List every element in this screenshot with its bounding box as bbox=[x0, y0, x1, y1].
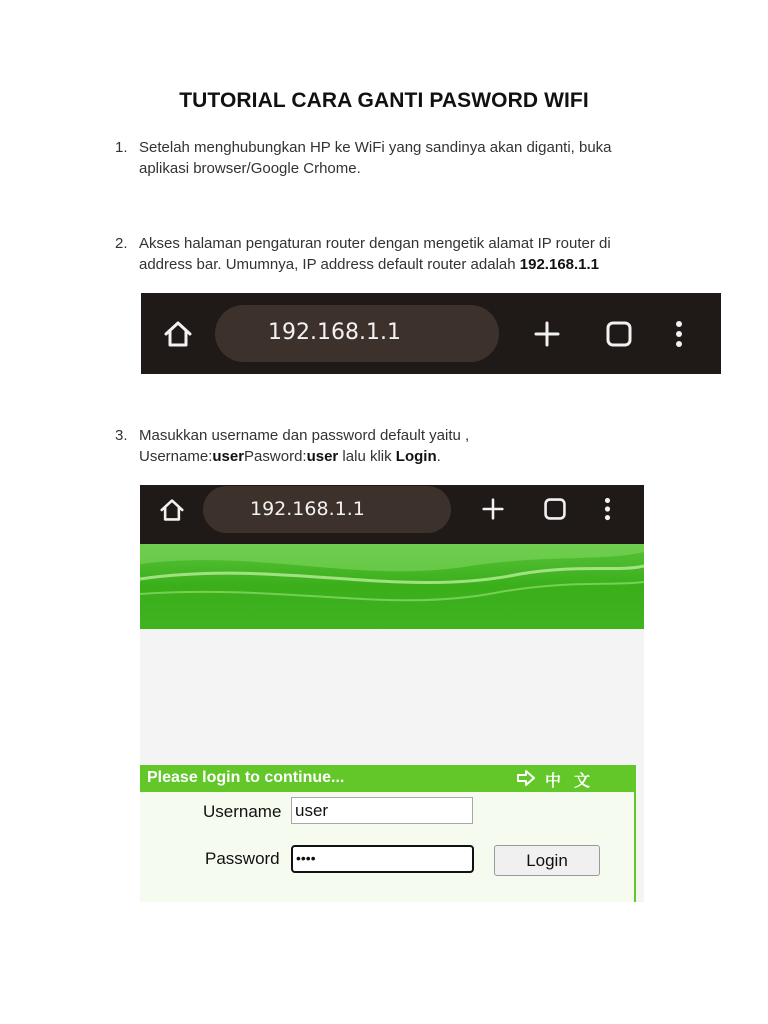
more-vert-icon[interactable] bbox=[603, 497, 612, 521]
login-text: Login bbox=[395, 448, 437, 465]
url-field[interactable] bbox=[215, 305, 499, 362]
green-banner bbox=[140, 544, 644, 629]
tabs-icon[interactable] bbox=[605, 320, 633, 348]
arrow-right-icon[interactable] bbox=[517, 770, 535, 786]
url-text: 192.168.1.1 bbox=[250, 498, 365, 520]
step-3 bbox=[115, 425, 675, 467]
step-text-line: Akses halaman pengaturan router dengan mengetik alamat IP router di bbox=[139, 235, 611, 252]
username-input[interactable] bbox=[291, 797, 473, 824]
step-text-line bbox=[139, 254, 675, 275]
login-form bbox=[140, 792, 636, 902]
step-text-line bbox=[139, 446, 675, 467]
step-number: 3. bbox=[115, 427, 128, 444]
step-text: address bar. Umumnya, IP address default router adalah bbox=[139, 256, 520, 273]
lang-zh-link[interactable]: 中 bbox=[545, 771, 562, 790]
password-value-text: user bbox=[306, 448, 339, 465]
home-icon[interactable] bbox=[163, 320, 193, 348]
url-text: 192.168.1.1 bbox=[268, 320, 401, 345]
ip-address-text: 192.168.1.1 bbox=[519, 256, 600, 273]
url-field[interactable] bbox=[203, 486, 451, 533]
lang-zh-link[interactable]: 文 bbox=[574, 771, 591, 790]
step-text: Pasword: bbox=[244, 448, 307, 465]
step-number: 1. bbox=[115, 139, 128, 156]
more-vert-icon[interactable] bbox=[674, 320, 684, 348]
username-value-text: user bbox=[212, 448, 245, 465]
browser-address-bar bbox=[141, 293, 721, 374]
step-number: 2. bbox=[115, 235, 128, 252]
plus-icon[interactable] bbox=[482, 498, 504, 520]
tabs-icon[interactable] bbox=[543, 497, 567, 521]
step-1 bbox=[115, 137, 675, 179]
password-label: Password bbox=[205, 849, 280, 868]
password-input-value: •••• bbox=[296, 850, 316, 866]
step-text: Username: bbox=[139, 448, 213, 465]
login-panel-header bbox=[140, 765, 636, 792]
step-text-line: Setelah menghubungkan HP ke WiFi yang sandinya akan diganti, buka bbox=[139, 139, 612, 156]
login-prompt-text: Please login to continue... bbox=[147, 769, 345, 786]
username-input-value: user bbox=[295, 801, 329, 820]
password-input[interactable] bbox=[291, 845, 474, 873]
login-button[interactable] bbox=[494, 845, 600, 876]
step-text-line: Masukkan username dan password default yaitu , bbox=[139, 427, 470, 444]
username-label: Username bbox=[203, 802, 282, 821]
step-text: . bbox=[436, 448, 441, 465]
browser-address-bar bbox=[140, 485, 644, 544]
login-button-label: Login bbox=[526, 851, 568, 870]
plus-icon[interactable] bbox=[534, 321, 560, 347]
page-title: TUTORIAL CARA GANTI PASWORD WIFI bbox=[179, 89, 589, 112]
step-2 bbox=[115, 233, 675, 275]
step-text: lalu klik bbox=[338, 448, 396, 465]
home-icon[interactable] bbox=[159, 498, 185, 522]
step-text-line: aplikasi browser/Google Crhome. bbox=[139, 160, 361, 177]
router-login-screenshot bbox=[140, 485, 644, 902]
